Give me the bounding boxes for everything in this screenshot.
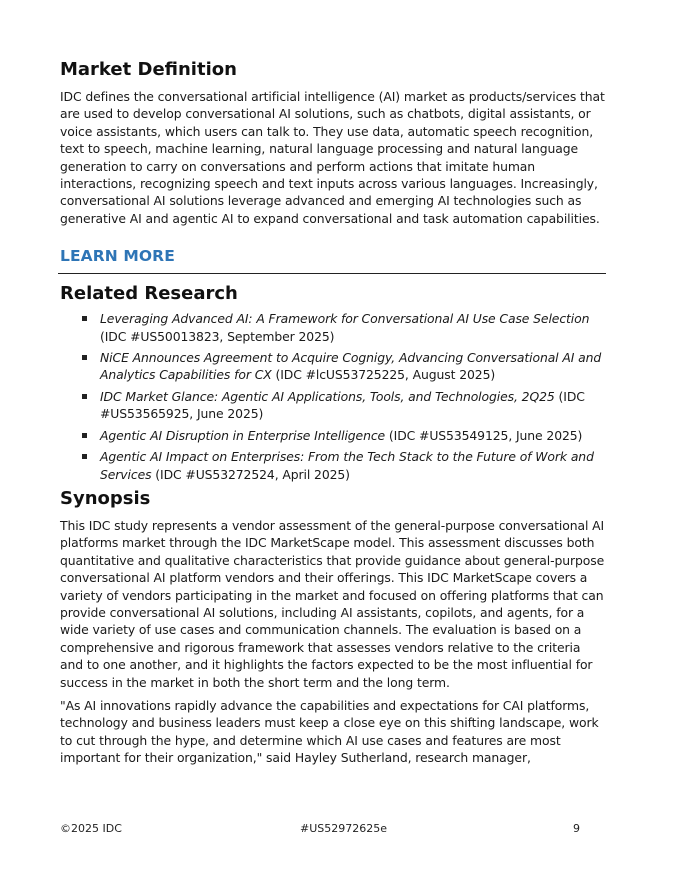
- research-reference: (IDC #US53565925, June 2025): [100, 388, 585, 422]
- footer-document-id: #US52972625e: [300, 822, 388, 835]
- related-research-list: [60, 310, 606, 483]
- related-research-item: [60, 349, 606, 384]
- square-bullet-icon: [82, 316, 87, 321]
- related-research-heading: Related Research: [60, 283, 238, 305]
- footer-copyright: ©2025 IDC: [60, 822, 122, 835]
- square-bullet-icon: [82, 355, 87, 360]
- research-title: Agentic AI Disruption in Enterprise Intelligence: [100, 427, 386, 443]
- synopsis-quote: "As AI innovations rapidly advance the capabilities and expectations for CAI platforms, technology and business leaders must keep a close eye on this shifting landscape, work to cut through the hype, and determine which AI use cases and features are most important for their organization," said Hayley Sutherland, research manager,: [60, 697, 599, 766]
- square-bullet-icon: [82, 454, 87, 459]
- research-reference: (IDC #lcUS53725225, August 2025): [271, 367, 496, 383]
- page-footer: [60, 821, 580, 837]
- related-research-item: [60, 310, 606, 345]
- synopsis-heading: Synopsis: [60, 487, 151, 509]
- research-title: NiCE Announces Agreement to Acquire Cognigy, Advancing Conversational AI and Analytics Capabilities for CX: [100, 350, 602, 383]
- related-research-item: [60, 427, 606, 444]
- square-bullet-icon: [82, 394, 87, 399]
- related-research-item: [60, 388, 606, 423]
- research-title: Agentic AI Impact on Enterprises: From the Tech Stack to the Future of Work and Services: [100, 449, 594, 482]
- research-reference: (IDC #US53272524, April 2025): [151, 466, 350, 482]
- related-research-item: [60, 448, 606, 483]
- research-reference: (IDC #US50013823, September 2025): [100, 328, 335, 344]
- footer-page-number: 9: [573, 822, 580, 835]
- research-title: IDC Market Glance: Agentic AI Applications, Tools, and Technologies, 2Q25: [100, 388, 555, 404]
- square-bullet-icon: [82, 433, 87, 438]
- learn-more-link[interactable]: LEARN MORE: [60, 247, 175, 266]
- research-title: Leveraging Advanced AI: A Framework for Conversational AI Use Case Selection: [100, 311, 590, 327]
- synopsis-paragraph: This IDC study represents a vendor assessment of the general-purpose conversational AI platforms market through the IDC MarketScape model. This assessment discusses both quantitative and qualitative characteristics that provide guidance about general-purpose conversational AI platform vendors and their offerings. This IDC MarketScape covers a variety of vendors participating in the market and focused on offering platforms that can provide conversational AI solutions, including AI assistants, copilots, and agents, for a wide variety of use cases and communication channels. The evaluation is based on a comprehensive and rigorous framework that assesses vendors relative to the criteria and to one another, and it highlights the factors expected to be the most influential for success in the market in both the short term and the long term.: [60, 517, 605, 690]
- section-divider: [58, 273, 606, 274]
- market-definition-heading: Market Definition: [60, 59, 237, 80]
- market-definition-body: IDC defines the conversational artificial intelligence (AI) market as products/services that are used to develop conversational AI solutions, such as chatbots, digital assistants, or voice assistants, which users can talk to. They use data, automatic speech recognition, text to speech, machine learning, natural language processing and natural language generation to carry on conversations and perform actions that imitate human interactions, recognizing speech and text inputs across various languages. Increasingly, conversational AI solutions leverage advanced and emerging AI technologies such as generative AI and agentic AI to expand conversational and task automation capabilities.: [60, 89, 605, 226]
- research-reference: (IDC #US53549125, June 2025): [385, 427, 583, 443]
- document-page: [60, 58, 606, 767]
